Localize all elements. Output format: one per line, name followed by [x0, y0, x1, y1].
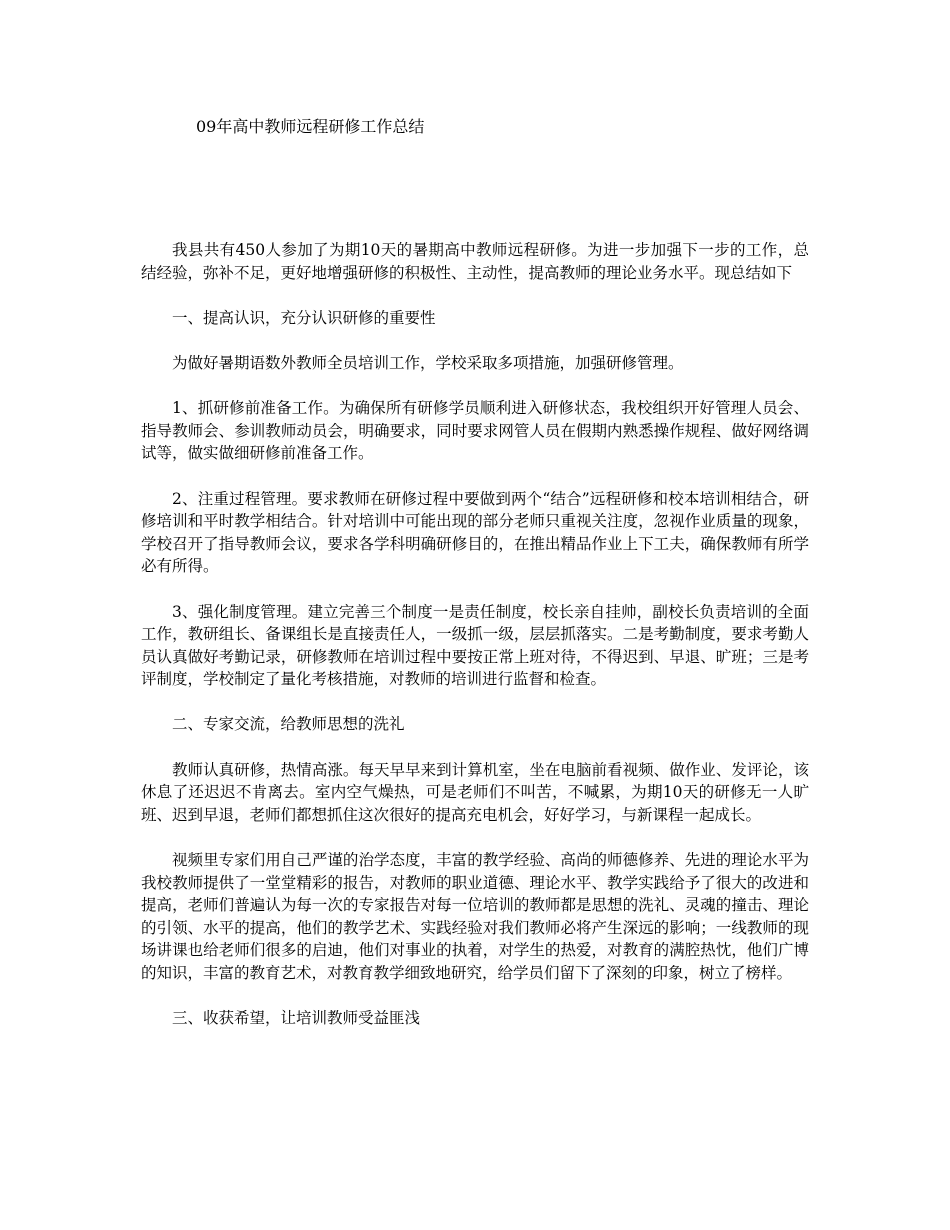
- section-heading-2: 二、专家交流，给教师思想的洗礼: [172, 715, 405, 734]
- section-heading-3: 三、收获希望，让培训教师受益匪浅: [172, 1009, 421, 1028]
- document-title: 09年高中教师远程研修工作总结: [196, 117, 425, 136]
- section-2-paragraph-2: 视频里专家们用自己严谨的治学态度，丰富的教学经验、高尚的师德修养、先进的理论水平为我校教师提供了一堂堂精彩的报告，对教师的职业道德、理论水平、教学实践给予了很大的改进和提高，老师们普遍认为每一次的专家报告对每一位培训的教师都是思想的洗礼、灵魂的撞击、理论的引领、水平的提高，他们的教学艺术、实践经验对我们教师必将产生深远的影响；一线教师的现场讲课也给老师们很多的启迪，他们对事业的执着，对学生的热爱，对教育的满腔热忱，他们广博的知识，丰富的教育艺术，对教育教学细致地研究，给学员们留下了深刻的印象，树立了榜样。: [141, 851, 809, 982]
- section-2-paragraph-1: 教师认真研修，热情高涨。每天早早来到计算机室，坐在电脑前看视频、做作业、发评论，该休息了还迟迟不肯离去。室内空气燥热，可是老师们不叫苦，不喊累，为期10天的研修无一人旷班、迟到早退，老师们都想抓住这次很好的提高充电机会，好好学习，与新课程一起成长。: [141, 760, 809, 824]
- section-1-item-3: 3、强化制度管理。建立完善三个制度一是责任制度，校长亲自挂帅，副校长负责培训的全面工作，教研组长、备课组长是直接责任人，一级抓一级，层层抓落实。二是考勤制度，要求考勤人员认真做好考勤记录，研修教师在培训过程中要按正常上班对待，不得迟到、早退、旷班；三是考评制度，学校制定了量化考核措施，对教师的培训进行监督和检查。: [141, 602, 809, 689]
- section-1-item-2: 2、注重过程管理。要求教师在研修过程中要做到两个“结合”远程研修和校本培训相结合，研修培训和平时教学相结合。针对培训中可能出现的部分老师只重视关注度，忽视作业质量的现象，学校召开了指导教师会议，要求各学科明确研修目的，在推出精品作业上下工夫，确保教师有所学必有所得。: [141, 489, 809, 576]
- section-1-paragraph: 为做好暑期语数外教师全员培训工作，学校采取多项措施，加强研修管理。: [172, 353, 684, 372]
- section-heading-1: 一、提高认识，充分认识研修的重要性: [172, 308, 436, 327]
- document-body: [141, 239, 809, 1052]
- section-1-item-1: 1、抓研修前准备工作。为确保所有研修学员顺利进入研修状态，我校组织开好管理人员会、指导教师会、参训教师动员会，明确要求，同时要求网管人员在假期内熟悉操作规程、做好网络调试等，做实做细研修前准备工作。: [141, 399, 809, 463]
- intro-paragraph: 我县共有450人参加了为期10天的暑期高中教师远程研修。为进一步加强下一步的工作，总结经验，弥补不足，更好地增强研修的积极性、主动性，提高教师的理论业务水平。现总结如下: [141, 241, 809, 282]
